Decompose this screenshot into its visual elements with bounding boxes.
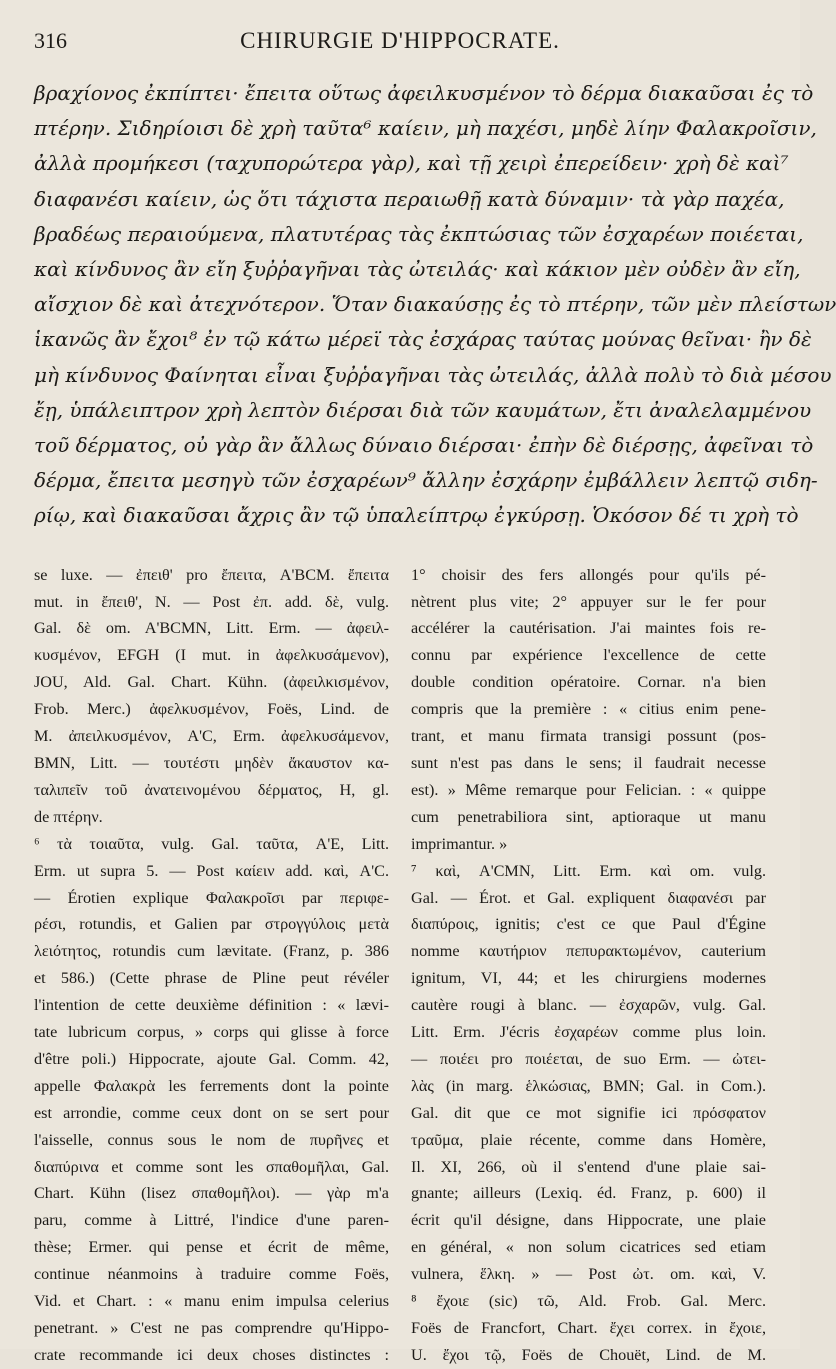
notes-left-line: κυσμένον, EFGH (I mut. in ἀφελκυσάμενον), <box>34 646 389 665</box>
notes-right-line: gnante; ailleurs (Lexiq. éd. Franz, p. 600) il <box>411 1184 766 1203</box>
notes-left-line: JOU, Ald. Gal. Chart. Kühn. (ἀφειλκισμένον, <box>34 673 389 692</box>
notes-right-line: trant, et manu firmata transigi possunt (pos- <box>411 727 766 746</box>
notes-right-line: imprimantur. » <box>411 834 508 853</box>
greek-text-line: πτέρην. Σιδηρίοισι δὲ χρὴ ταῦτα⁶ καίειν, μὴ παχέσι, μηδὲ λίην Φαλακροῖσιν, <box>34 116 817 141</box>
notes-right-line: Foës de Francfort, Chart. ἔχει correx. in ἔχοιε, <box>411 1319 766 1338</box>
notes-left-line: M. ἀπειλκυσμένον, A'C, Erm. ἀφελκυσάμενον, <box>34 727 389 746</box>
notes-left-line: διαπύρινα et comme sont les σπαθομῆλαι, Gal. <box>34 1157 389 1176</box>
notes-right-line: cum penetrabiliora sint, aptioraque ut manu <box>411 807 766 826</box>
notes-left-line: se luxe. — ἐπειθ' pro ἔπειτα, A'BCM. ἔπειτα <box>34 565 389 584</box>
notes-right-line: en général, « non solum cicatrices sed etiam <box>411 1238 766 1257</box>
notes-right-line: λὰς (in marg. ἑλκώσιας, BMN; Gal. in Com.). <box>411 1076 766 1095</box>
notes-left-line: paru, comme à Littré, l'indice d'une paren- <box>34 1211 389 1230</box>
notes-right-line: Gal. — Érot. et Gal. expliquent διαφανέσι par <box>411 888 766 907</box>
notes-left-line: thèse; Ermer. qui pense et écrit de même, <box>34 1238 389 1257</box>
notes-left-line: de πτέρην. <box>34 807 103 826</box>
greek-text-line: μὴ κίνδυνος Φαίνηται εἶναι ξυῤῥαγῆναι τὰς ὠτειλάς, ἀλλὰ πολὺ τὸ διὰ μέσου <box>34 362 832 387</box>
greek-text-line: ἱκανῶς ἂν ἔχοι⁸ ἐν τῷ κάτω μέρεϊ τὰς ἐσχάρας ταύτας μούνας θεῖναι· ἢν δὲ <box>34 327 812 352</box>
footnotes <box>34 562 766 1369</box>
greek-text-line: τοῦ δέρματος, οὐ γὰρ ἂν ἄλλως δύναιο διέρσαι· ἐπὴν δὲ διέρσῃς, ἀφεῖναι τὸ <box>34 433 814 458</box>
notes-left-line: Chart. Kühn (lisez σπαθομῆλοι). — γὰρ m'a <box>34 1184 389 1203</box>
notes-left-line: ⁶ τὰ τοιαῦτα, vulg. Gal. ταῦτα, A'E, Litt. <box>34 834 389 853</box>
notes-right-line: écrit qu'il désigne, dans Hippocrate, une plaie <box>411 1211 766 1230</box>
footnotes-left-column <box>34 562 389 1369</box>
notes-right-line: cautère rougi à blanc. — ἐσχαρῶν, vulg. Gal. <box>411 996 766 1015</box>
notes-right-line: U. ἔχοι τῷ, Foës de Chouët, Lind. de M. <box>411 1345 766 1364</box>
page-number: 316 <box>34 28 67 53</box>
notes-right-line: double condition opératoire. Cornar. n'a bien <box>411 673 766 692</box>
greek-text-line: αἴσχιον δὲ καὶ ἀτεχνότερον. Ὅταν διακαύσῃς ἐς τὸ πτέρην, τῶν μὲν πλείστων <box>34 292 836 317</box>
notes-right-line: connu par expérience l'excellence de cette <box>411 646 766 665</box>
greek-text-block <box>34 76 836 534</box>
notes-right-line: ⁷ καὶ, A'CMN, Litt. Erm. καὶ om. vulg. <box>411 861 766 880</box>
notes-right-line: Litt. Erm. J'écris ἐσχαρέων comme plus loin. <box>411 1023 766 1042</box>
greek-text-line: βραχίονος ἐκπίπτει· ἔπειτα οὕτως ἀφειλκυσμένον τὸ δέρμα διακαῦσαι ἐς τὸ <box>34 81 814 105</box>
notes-right-line: Il. XI, 266, où il s'entend d'une plaie sai- <box>411 1157 766 1176</box>
greek-text-line: βραδέως περαιούμενα, πλατυτέρας τὰς ἐκπτώσιας τῶν ἐσχαρέων ποιέεται, <box>34 221 804 246</box>
notes-right-line: τραῦμα, plaie récente, comme dans Homère, <box>411 1130 766 1149</box>
notes-right-line: ignitum, VI, 44; et les chirurgiens modernes <box>411 969 766 988</box>
notes-left-line: Erm. ut supra 5. — Post καίειν add. καὶ, A'C. <box>34 861 389 880</box>
footnotes-right-column <box>411 562 766 1369</box>
notes-left-line: tate lubricum corpus, » corps qui glisse à force <box>34 1023 389 1042</box>
notes-right-line: ⁸ ἔχοιε (sic) τῶ, Ald. Frob. Gal. Merc. <box>411 1292 766 1311</box>
greek-text-line: ἔῃ, ὑπάλειπτρον χρὴ λεπτὸν διέρσαι διὰ τῶν καυμάτων, ἔτι ἀναλελαμμένου <box>34 397 812 422</box>
notes-left-line: Gal. δὲ om. A'BCMN, Litt. Erm. — ἀφειλ- <box>34 619 389 638</box>
notes-left-line: l'aisselle, connus sous le nom de πυρῆνες et <box>34 1130 389 1149</box>
page-header <box>34 28 766 62</box>
greek-text-line: ρίῳ, καὶ διακαῦσαι ἄχρις ἂν τῷ ὑπαλείπτρῳ ἐγκύρσῃ. Ὁκόσον δέ τι χρὴ τὸ <box>34 503 799 528</box>
notes-right-line: 1° choisir des fers allongés pour qu'ils pé- <box>411 565 766 584</box>
greek-text-line: διαφανέσι καίειν, ὡς ὅτι τάχιστα περαιωθῇ κατὰ δύναμιν· τὰ γὰρ παχέα, <box>34 186 785 211</box>
notes-left-line: Vid. et Chart. : « manu enim impulsa celerius <box>34 1292 389 1311</box>
notes-left-line: BMN, Litt. — τουτέστι μηδὲν ἄκαυστον κα- <box>34 753 389 772</box>
notes-left-line: est arrondie, comme ceux dont on se sert pour <box>34 1103 389 1122</box>
notes-right-line: compris que la première : « citius enim pene- <box>411 700 766 719</box>
notes-right-line: est). » Même remarque pour Felician. : « quippe <box>411 780 766 799</box>
notes-right-line: nètrent plus vite; 2° appuyer sur le fer pour <box>411 592 766 611</box>
notes-left-line: penetrant. » C'est ne pas comprendre qu'Hippo- <box>34 1319 389 1338</box>
notes-left-line: l'intention de cette deuxième définition : « lævi- <box>34 996 389 1015</box>
notes-right-line: Gal. dit que ce mot signifie ici πρόσφατον <box>411 1103 766 1122</box>
notes-left-line: Frob. Merc.) ἀφελκυσμένον, Foës, Lind. de <box>34 700 389 719</box>
notes-right-line: vulnera, ἕλκη. » — Post ὠτ. om. καὶ, V. <box>411 1265 766 1284</box>
notes-right-line: — ποιέει pro ποιέεται, de suo Erm. — ὠτει- <box>411 1049 766 1068</box>
notes-left-line: mut. in ἔπειθ', N. — Post ἐπ. add. δὲ, vulg. <box>34 592 389 611</box>
notes-left-line: d'être poli.) Hippocrate, ajoute Gal. Comm. 42, <box>34 1049 389 1068</box>
notes-left-line: crate recommande ici deux choses distinctes : <box>34 1345 389 1364</box>
notes-left-line: ταλιπεῖν τοῦ ἀνατεινομένου δέρματος, H, gl. <box>34 780 389 799</box>
notes-right-line: sunt n'est pas dans le sens; il faudrait necesse <box>411 753 766 772</box>
notes-right-line: accélérer la cautérisation. J'ai maintes fois re- <box>411 619 766 638</box>
greek-text-line: ἀλλὰ προμήκεσι (ταχυπορώτερα γὰρ), καὶ τῇ χειρὶ ἐπερείδειν· χρὴ δὲ καὶ⁷ <box>34 151 789 176</box>
notes-left-line: appelle Φαλακρὰ les ferrements dont la pointe <box>34 1076 389 1095</box>
notes-right-line: nomme καυτήριον πεπυρακτωμένον, cauterium <box>411 942 766 961</box>
notes-left-line: ρέσι, rotundis, et Galien par στρογγύλοις μετὰ <box>34 915 389 934</box>
notes-right-line: διαπύροις, ignitis; c'est ce que Paul d'Égine <box>411 915 766 934</box>
running-title: CHIRURGIE D'HIPPOCRATE. <box>240 28 560 53</box>
greek-text-line: δέρμα, ἔπειτα μεσηγὺ τῶν ἐσχαρέων⁹ ἄλλην ἐσχάρην ἐμβάλλειν λεπτῷ σιδη- <box>34 468 818 493</box>
notes-left-line: continue néanmoins à traduire comme Foës, <box>34 1265 389 1284</box>
greek-text-line: καὶ κίνδυνος ἂν εἴη ξυῤῥαγῆναι τὰς ὠτειλάς· καὶ κάκιον μὲν οὐδὲν ἂν εἴη, <box>34 257 801 282</box>
notes-left-line: — Érotien explique Φαλακροῖσι par περιφε- <box>34 888 389 907</box>
notes-left-line: et 586.) (Cette phrase de Pline peut révéler <box>34 969 389 988</box>
notes-left-line: λειότητος, rotundis cum lævitate. (Franz, p. 386 <box>34 942 389 961</box>
